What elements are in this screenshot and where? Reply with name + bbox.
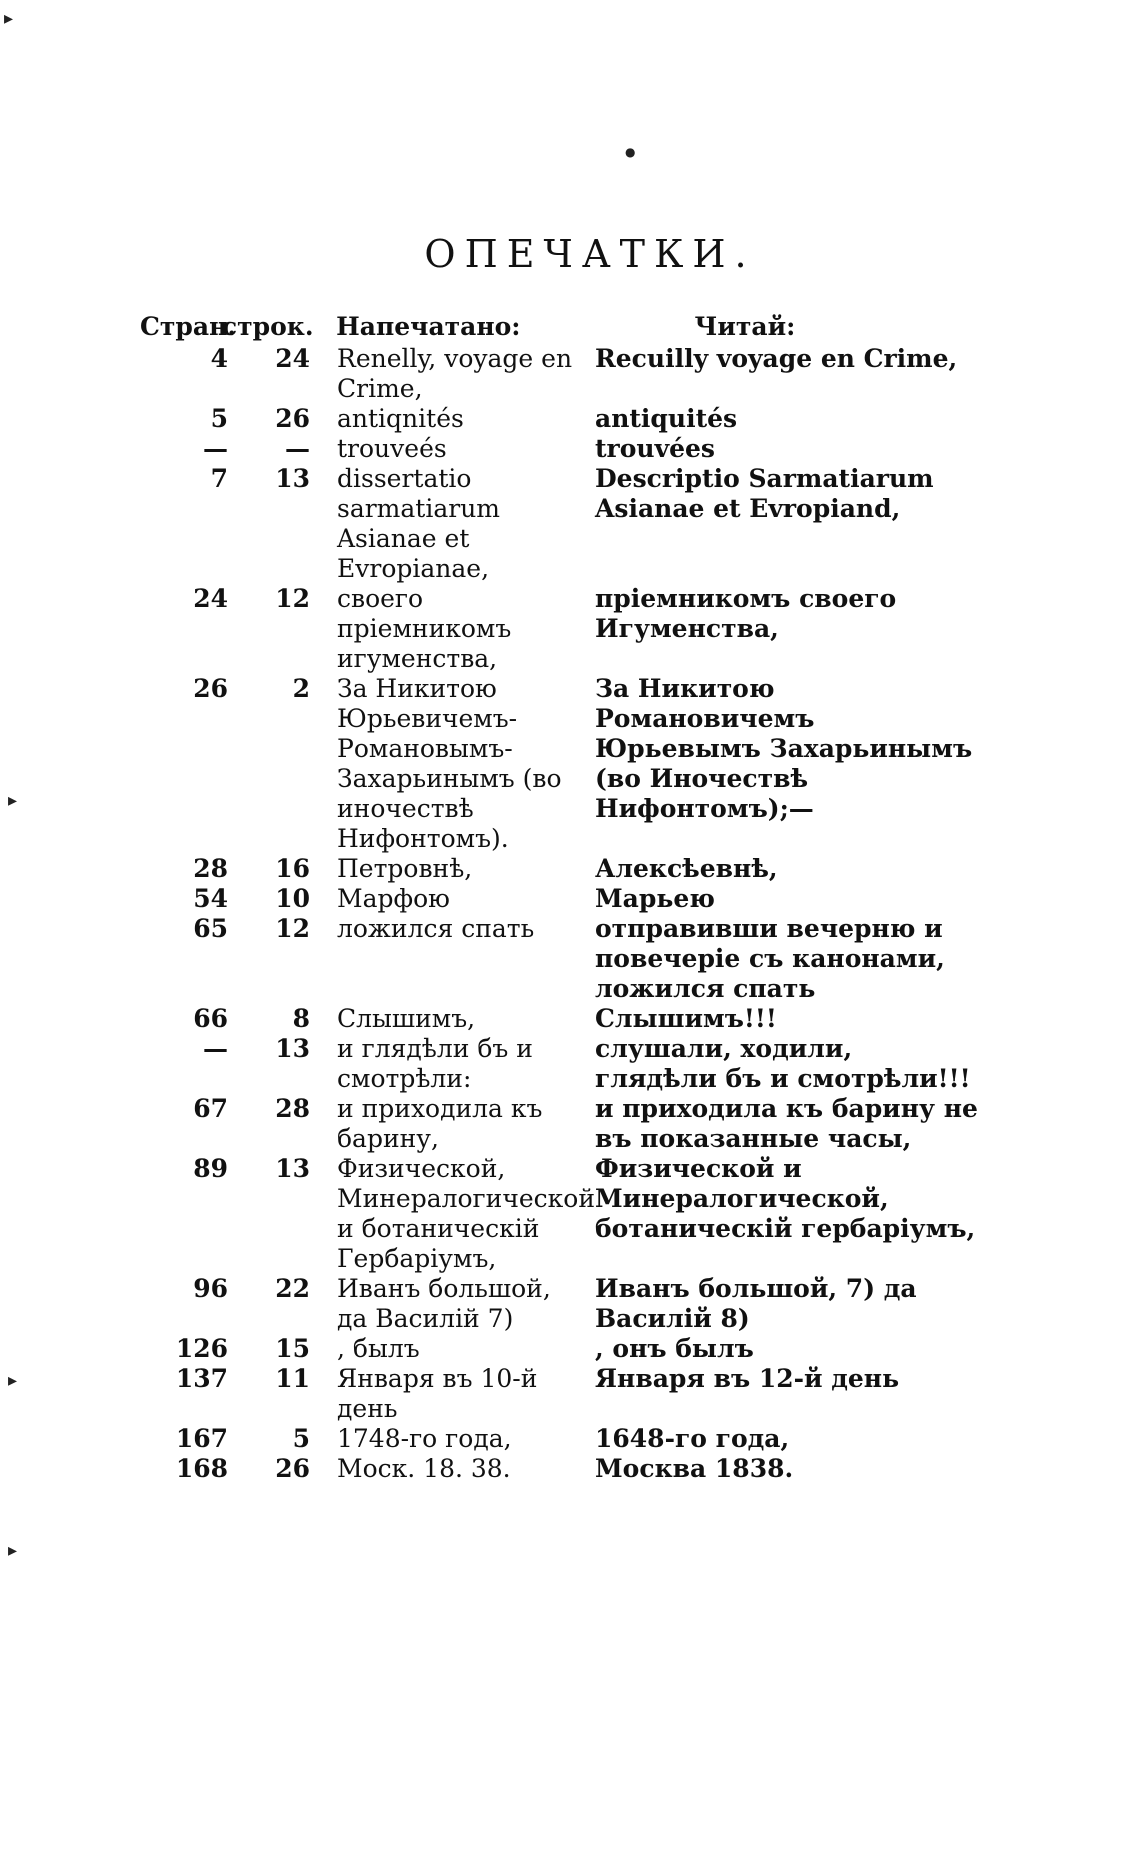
table-row [150, 1094, 980, 1154]
read-text: trouvées [595, 434, 715, 463]
page-number: 4 [210, 344, 228, 373]
margin-speck: ▸ [4, 8, 14, 29]
read-text: Москва 1838. [595, 1454, 794, 1483]
table-row [150, 1454, 980, 1484]
printed-text: ложился спать [337, 914, 535, 943]
line-number: 2 [292, 674, 310, 703]
line-number: 8 [292, 1004, 310, 1033]
printed-text: и глядѣли бъ и смотрѣли: [337, 1034, 533, 1093]
read-text: Слышимъ!!! [595, 1004, 777, 1033]
printed-text: trouveés [337, 434, 447, 463]
page-number: 96 [193, 1274, 228, 1303]
margin-speck: ▸ [8, 790, 18, 811]
read-text: слушали, ходили, глядѣли бъ и смотрѣли!!! [595, 1034, 971, 1093]
printed-text: и приходила къ барину, [337, 1094, 543, 1153]
printed-text: Петровнѣ, [337, 854, 473, 883]
printed-text: Физической, Минералогической и ботаническій Гербаріумъ, [337, 1154, 595, 1273]
read-text: , онъ былъ [595, 1334, 754, 1363]
margin-speck: ▸ [8, 1540, 18, 1561]
page-number: 67 [193, 1094, 228, 1123]
printed-text: Renelly, voyage en Crime, [337, 344, 573, 403]
printed-text: своего пріемникомъ игуменства, [337, 584, 512, 673]
read-text: отправивши вечерню и повечеріе съ канонами, ложился спать [595, 914, 945, 1003]
table-row [150, 404, 980, 434]
page-number: 28 [193, 854, 228, 883]
line-number: 12 [275, 584, 310, 613]
read-text: За Никитою Романовичемъ Юрьевымъ Захарьинымъ (во Иночествѣ Нифонтомъ);— [595, 674, 973, 823]
table-row [150, 1004, 980, 1034]
header-read: Читай: [694, 312, 796, 341]
line-number: 11 [275, 1364, 310, 1393]
read-text: antiquités [595, 404, 738, 433]
page-title: ОПЕЧАТКИ. [424, 232, 756, 276]
header-page: Стран. [140, 312, 237, 341]
printed-text: antiqnités [337, 404, 464, 433]
read-text: Алексѣевнѣ, [595, 854, 778, 883]
printed-text: Иванъ большой, да Василій 7) [337, 1274, 551, 1333]
table-row [150, 884, 980, 914]
printed-text: dissertatio sarmatiarum Asianae et Evropianae, [337, 464, 501, 583]
page-number: 65 [193, 914, 228, 943]
read-text: и приходила къ барину не въ показанные часы, [595, 1094, 978, 1153]
table-row [150, 1274, 980, 1334]
page-number: 5 [210, 404, 228, 433]
printed-text: , былъ [337, 1334, 420, 1363]
line-number: 13 [275, 464, 310, 493]
line-number: 12 [275, 914, 310, 943]
line-number: 15 [275, 1334, 310, 1363]
page-number: 168 [175, 1454, 228, 1483]
table-row [150, 674, 980, 854]
read-text: 1648-го года, [595, 1424, 790, 1453]
page-number: 24 [193, 584, 228, 613]
page-number: 54 [193, 884, 228, 913]
header-line: строк. [221, 312, 314, 341]
read-text: Recuilly voyage en Crime, [595, 344, 958, 373]
page-number: 137 [175, 1364, 228, 1393]
line-number: 13 [275, 1154, 310, 1183]
table-row [150, 854, 980, 884]
line-number: 26 [275, 404, 310, 433]
table-header [140, 312, 980, 342]
page-number: 66 [193, 1004, 228, 1033]
table-row [150, 1424, 980, 1454]
table-row [150, 1034, 980, 1094]
table-row [150, 434, 980, 464]
line-number: 13 [275, 1034, 310, 1063]
page-number: 89 [193, 1154, 228, 1183]
printed-text: 1748-го года, [337, 1424, 512, 1453]
line-number: 22 [275, 1274, 310, 1303]
table-row [150, 464, 980, 584]
page-number: — [203, 1034, 228, 1063]
page-number: 7 [210, 464, 228, 493]
page-number: 126 [175, 1334, 228, 1363]
table-row [150, 1364, 980, 1424]
line-number: 5 [292, 1424, 310, 1453]
page-number: 26 [193, 674, 228, 703]
read-text: пріемникомъ своего Игуменства, [595, 584, 897, 643]
table-row [150, 914, 980, 1004]
table-row [150, 344, 980, 404]
margin-speck: ▸ [8, 1370, 18, 1391]
printed-text: Слышимъ, [337, 1004, 476, 1033]
table-row [150, 1334, 980, 1364]
header-printed: Напечатано: [336, 312, 521, 341]
errata-table [140, 312, 980, 1484]
margin-speck: ● [625, 145, 636, 159]
table-row [150, 1154, 980, 1274]
printed-text: За Никитою Юрьевичемъ-Романовымъ-Захарьинымъ (во иночествѣ Нифонтомъ). [337, 674, 562, 853]
read-text: Марьею [595, 884, 715, 913]
page-number: — [203, 434, 228, 463]
read-text: Descriptio Sarmatiarum Asianae et Evropiand, [595, 464, 934, 523]
printed-text: Марфою [337, 884, 450, 913]
line-number: 10 [275, 884, 310, 913]
line-number: 24 [275, 344, 310, 373]
line-number: — [285, 434, 310, 463]
printed-text: Моск. 18. 38. [337, 1454, 511, 1483]
line-number: 16 [275, 854, 310, 883]
line-number: 28 [275, 1094, 310, 1123]
table-row [150, 584, 980, 674]
read-text: Января въ 12-й день [595, 1364, 900, 1393]
printed-text: Января въ 10-й день [337, 1364, 538, 1423]
read-text: Иванъ большой, 7) да Василій 8) [595, 1274, 917, 1333]
read-text: Физической и Минералогической, ботаническій гербаріумъ, [595, 1154, 976, 1243]
line-number: 26 [275, 1454, 310, 1483]
page-number: 167 [175, 1424, 228, 1453]
